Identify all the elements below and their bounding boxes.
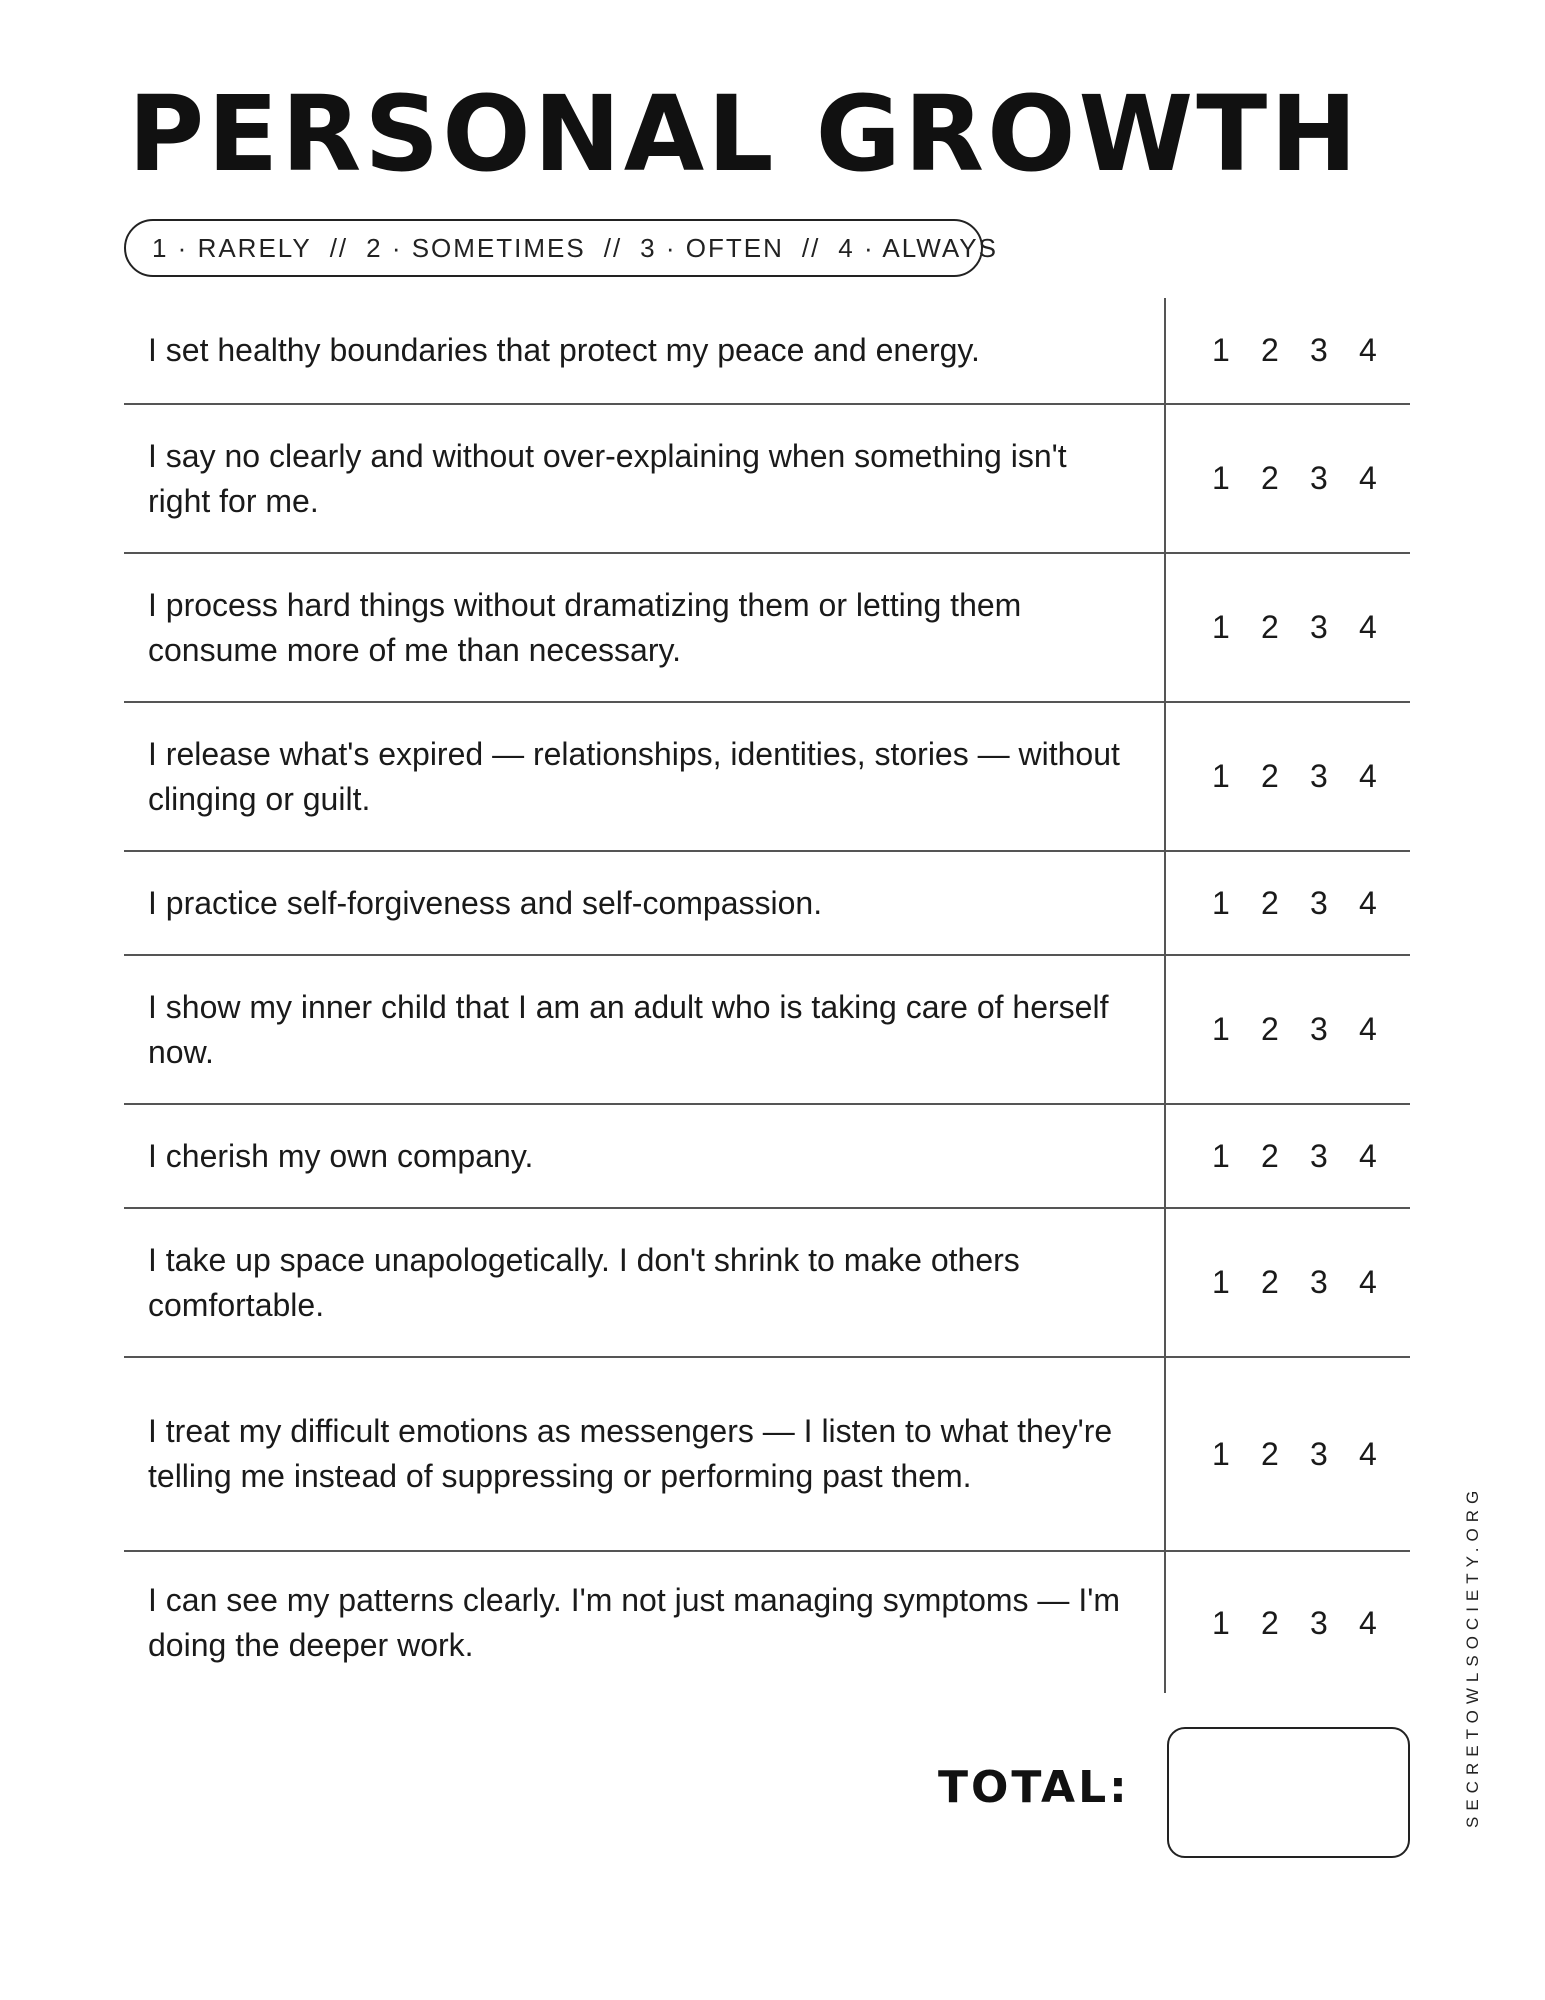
statement-text: I practice self-forgiveness and self-compassion. <box>148 884 823 921</box>
rating-option-4[interactable]: 4 <box>1359 460 1377 496</box>
rating-option-1[interactable]: 1 <box>1212 460 1230 496</box>
rating-option-1[interactable]: 1 <box>1212 1137 1230 1174</box>
table-row <box>124 956 1410 1105</box>
table-row <box>124 405 1410 554</box>
rating-option-1[interactable]: 1 <box>1212 1264 1230 1300</box>
statement-text: I say no clearly and without over-explaining when something isn't right for me. <box>148 437 1067 519</box>
rating-option-4[interactable]: 4 <box>1359 609 1377 645</box>
legend-item-rarely: 1 · RARELY <box>152 232 312 263</box>
rating-legend <box>124 219 998 277</box>
rating-option-2[interactable]: 2 <box>1261 1137 1279 1174</box>
statement-text: I release what's expired — relationships, identities, stories — without clinging or guilt. <box>148 735 1120 817</box>
table-row <box>124 1552 1410 1694</box>
website-credit: SECRETOWLSOCIETY.ORG <box>1463 1484 1482 1828</box>
rating-option-3[interactable]: 3 <box>1310 609 1328 645</box>
legend-separator: // <box>329 232 349 263</box>
rating-option-2[interactable]: 2 <box>1261 1011 1279 1047</box>
rating-option-1[interactable]: 1 <box>1212 332 1230 368</box>
table-row <box>124 852 1410 956</box>
statement-text: I show my inner child that I am an adult who is taking care of herself now. <box>148 988 1109 1070</box>
rating-option-3[interactable]: 3 <box>1310 1435 1328 1472</box>
rating-options <box>1164 885 1410 922</box>
rating-option-3[interactable]: 3 <box>1310 758 1328 794</box>
statement-text: I process hard things without dramatizing them or letting them consume more of me than necessary. <box>148 586 1022 668</box>
statement-text: I cherish my own company. <box>148 1137 534 1174</box>
page-title: PERSONAL GROWTH <box>128 73 1361 195</box>
rating-option-3[interactable]: 3 <box>1310 884 1328 921</box>
rating-option-2[interactable]: 2 <box>1261 884 1279 921</box>
legend-item-often: 3 · OFTEN <box>640 232 784 263</box>
rating-option-1[interactable]: 1 <box>1212 1435 1230 1472</box>
statement-text: I can see my patterns clearly. I'm not just managing symptoms — I'm doing the deeper work. <box>148 1582 1120 1663</box>
rating-options <box>1164 1138 1410 1175</box>
table-row <box>124 1209 1410 1358</box>
rating-option-3[interactable]: 3 <box>1310 1604 1328 1641</box>
rating-option-1[interactable]: 1 <box>1212 884 1230 921</box>
rating-option-4[interactable]: 4 <box>1359 1264 1377 1300</box>
table-row <box>124 554 1410 703</box>
rating-option-4[interactable]: 4 <box>1359 332 1377 368</box>
rating-option-2[interactable]: 2 <box>1261 1604 1279 1641</box>
rating-options <box>1164 460 1410 497</box>
total-input-box[interactable] <box>1167 1727 1410 1858</box>
statement-text: I set healthy boundaries that protect my peace and energy. <box>148 332 980 368</box>
legend-separator: // <box>603 232 623 263</box>
table-row <box>124 1358 1410 1552</box>
rating-option-3[interactable]: 3 <box>1310 460 1328 496</box>
legend-item-sometimes: 2 · SOMETIMES <box>366 232 586 263</box>
rating-options <box>1164 1436 1410 1473</box>
rating-option-1[interactable]: 1 <box>1212 758 1230 794</box>
total-label: TOTAL: <box>938 1762 1130 1813</box>
rating-options <box>1164 1011 1410 1048</box>
rating-option-4[interactable]: 4 <box>1359 1011 1377 1047</box>
rating-option-4[interactable]: 4 <box>1359 884 1377 921</box>
legend-item-always: 4 · ALWAYS <box>838 232 998 263</box>
rating-options <box>1164 758 1410 795</box>
rating-option-4[interactable]: 4 <box>1359 1435 1377 1472</box>
rating-option-1[interactable]: 1 <box>1212 609 1230 645</box>
rating-option-2[interactable]: 2 <box>1261 609 1279 645</box>
rating-option-3[interactable]: 3 <box>1310 1011 1328 1047</box>
rating-options <box>1164 609 1410 646</box>
statement-text: I take up space unapologetically. I don't shrink to make others comfortable. <box>148 1241 1020 1323</box>
rating-option-3[interactable]: 3 <box>1310 332 1328 368</box>
rating-option-3[interactable]: 3 <box>1310 1137 1328 1174</box>
rating-option-2[interactable]: 2 <box>1261 1264 1279 1300</box>
table-row <box>124 1105 1410 1209</box>
table-row <box>124 298 1410 405</box>
rating-options <box>1164 1605 1410 1642</box>
rating-option-2[interactable]: 2 <box>1261 758 1279 794</box>
rating-options <box>1164 332 1410 369</box>
rating-option-4[interactable]: 4 <box>1359 1604 1377 1641</box>
rating-option-2[interactable]: 2 <box>1261 460 1279 496</box>
rating-option-1[interactable]: 1 <box>1212 1011 1230 1047</box>
statement-text: I treat my difficult emotions as messengers — I listen to what they're telling me instead of suppressing or performing past them. <box>148 1413 1113 1494</box>
rating-option-2[interactable]: 2 <box>1261 332 1279 368</box>
rating-options <box>1164 1264 1410 1301</box>
legend-separator: // <box>801 232 821 263</box>
rating-option-3[interactable]: 3 <box>1310 1264 1328 1300</box>
statement-table <box>124 298 1410 1694</box>
rating-option-4[interactable]: 4 <box>1359 1137 1377 1174</box>
rating-option-1[interactable]: 1 <box>1212 1604 1230 1641</box>
rating-option-4[interactable]: 4 <box>1359 758 1377 794</box>
table-row <box>124 703 1410 852</box>
column-divider <box>1164 298 1166 1693</box>
rating-option-2[interactable]: 2 <box>1261 1435 1279 1472</box>
